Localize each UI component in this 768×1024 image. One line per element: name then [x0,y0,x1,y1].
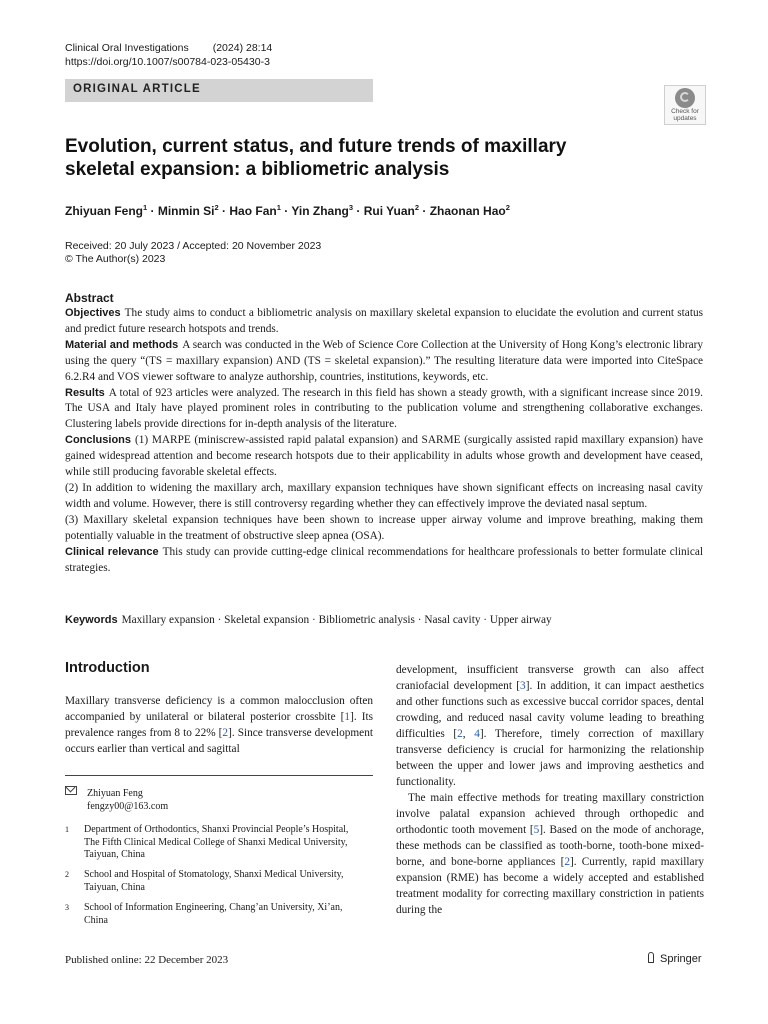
text-run: ]. Since transverse development occurs earlier than vertical and sagittal [65,727,373,755]
citation-link[interactable]: 3 [520,680,526,692]
correspondence-block [65,786,168,813]
keywords-text: Maxillary expansion · Skeletal expansion · Bibliometric analysis · Nasal cavity · Upper airway [121,614,552,626]
affiliation-text: Department of Orthodontics, Shanxi Provincial People’s Hospital, The Fifth Clinical Medical College of Shanxi Medical University, Taiyuan, China [84,824,349,860]
author-affiliation-mark: 2 [214,203,219,212]
author-name[interactable]: Yin Zhang [291,204,349,218]
envelope-icon [65,786,77,795]
published-date: Published online: 22 December 2023 [65,954,229,966]
affiliation-3 [65,902,365,927]
methods-text: A search was conducted in the Web of Science Core Collection at the University of Hong Kong’s electronic library using the query “(TS = maxillary expansion) AND (TS = skeletal expansion).” The resulting literature data were imported into CiteSpace 6.2.R4 and VOS viewer software to analyze authorship, countries, institutions, keywords, etc. [65,338,703,383]
conclusions-text-1: (1) MARPE (miniscrew-assisted rapid palatal expansion) and SARME (surgically assisted rapid maxillary expansion) have gained widespread attention and become research hotspots due to their applicability in adults whose growth and development have ceased, while still producing favorable skeletal effects. [65,434,703,479]
text-run: development, insufficient transverse growth can also affect craniofacial development [ [396,664,704,692]
affiliation-2 [65,869,365,894]
article-type-banner [65,79,373,102]
badge-line-2: updates [673,115,697,122]
abstract-methods [65,338,703,386]
affiliation-number: 3 [65,903,69,912]
article-dates [65,240,321,266]
text-run: The main effective methods for treating maxillary constriction involve palatal expansion achieved through orthopedic and orthodontic tooth movement [ [396,792,704,836]
intro-right-column [396,662,704,918]
text-run: ]. In addition, it can impact aesthetics and other functions such as excessive buccal corridor spaces, dental crowding, and reduced nasal cavity volume leading to breathing difficulties [ [396,680,704,740]
received-accepted-dates: Received: 20 July 2023 / Accepted: 20 November 2023 [65,240,322,252]
author-name[interactable]: Hao Fan [229,204,277,218]
text-run: ]. Currently, rapid maxillary expansion (RME) has become a widely accepted and established treatment modality for correcting maxillary constriction in patients during the [396,856,704,916]
badge-line-1: Check for [671,108,699,115]
conclusions-text-3: (3) Maxillary skeletal expansion techniques have been shown to increase upper airway volume and improve breathing, making them potentially valuable in the treatment of obstructive sleep apnea (OSA). [65,513,703,542]
citation-link[interactable]: 5 [533,824,540,836]
doi-link[interactable]: https://doi.org/10.1007/s00784-023-05430-3 [65,56,270,68]
relevance-text: This study can provide cutting-edge clinical recommendations for healthcare professionals to better formulate clinical strategies. [65,545,703,574]
author-affiliation-mark: 2 [505,203,510,212]
journal-volume: (2024) 28:14 [212,42,273,54]
conclusions-text-2: (2) In addition to widening the maxillary arch, maxillary expansion techniques have shown significant effects on increasing nasal cavity width and volume. However, there is still controversy regarding whether they can effectively improve the deviated nasal septum. [65,481,703,510]
corresponding-author: Zhiyuan Feng [87,788,143,799]
publisher-logo [647,952,702,965]
author-name[interactable]: Rui Yuan [363,204,415,218]
check-updates-icon [675,88,695,108]
copyright-notice: © The Author(s) 2023 [65,253,166,265]
corresponding-email[interactable]: fengzy00@163.com [87,801,169,812]
affiliation-number: 1 [65,825,69,834]
citation-link[interactable]: 4 [474,728,480,740]
author-affiliation-mark: 1 [143,203,148,212]
abstract-heading: Abstract [65,291,114,305]
objectives-text: The study aims to conduct a bibliometric analysis on maxillary skeletal expansion to elucidate the evolution and current status and predict future research hotspots and trends. [65,307,703,335]
author-name[interactable]: Minmin Si [157,204,215,218]
article-title: Evolution, current status, and future trends of maxillary skeletal expansion: a bibliometric analysis [65,136,567,180]
text-run: ]. Based on the mode of anchorage, these methods can be classified as tooth-borne, tooth-bone mixed-borne, and bone-borne appliances [ [396,824,704,868]
journal-citation [65,41,272,55]
citation-link[interactable]: 1 [344,711,351,723]
results-text: A total of 923 articles were analyzed. The research in this field has shown a steady growth, with a significant increase since 2019. The USA and Italy have played prominent roles in contributing to the publication volume and strengthening collaborative exchanges. Clustering labels provide directions for in-depth analysis of the literature. [65,386,703,431]
citation-link[interactable]: 2 [222,727,229,739]
author-affiliation-mark: 3 [348,203,354,212]
check-for-updates-badge[interactable] [664,85,706,125]
abstract-conclusions [65,433,703,481]
text-run: ]. Its prevalence ranges from 8 to 22% [ [65,711,373,739]
introduction-heading: Introduction [65,660,150,676]
methods-label: Material and methods [65,338,179,351]
citation-link[interactable]: 2 [564,856,571,868]
affiliation-text: School of Information Engineering, Chang’an University, Xi’an, China [84,902,343,926]
results-label: Results [65,386,105,399]
article-type-label: ORIGINAL ARTICLE [73,83,201,95]
springer-horse-icon [647,952,656,964]
abstract-results [65,386,703,434]
author-name[interactable]: Zhiyuan Feng [65,204,143,218]
objectives-label: Objectives [65,307,121,319]
author-name[interactable]: Zhaonan Hao [429,204,506,218]
footnote-divider [65,775,373,776]
conclusions-label: Conclusions [65,434,132,447]
text-run: Maxillary transverse deficiency is a common malocclusion often accompanied by unilateral or bilateral posterior crossbite [ [65,695,373,723]
affiliation-number: 2 [65,870,69,879]
affiliation-1 [65,824,365,862]
intro-paragraph-1 [65,693,373,757]
keywords-line [65,614,705,626]
affiliation-text: School and Hospital of Stomatology, Shanxi Medical University, Taiyuan, China [84,869,344,893]
intro-paragraph-1-cont: development, insufficient transverse growth can also affect craniofacial development [3]. In addition, it can impact aesthetics and other functions such as excessive buccal corridor spaces, dental crowding, and reduced nasal cavity volume leading to breathing difficulties [2, 4]. Therefore, timely correction of maxillary transverse deficiency is crucial for harmonizing the relationship between the upper and lower jaws and improving aesthetics and functionality. [396,664,704,788]
relevance-label: Clinical relevance [65,545,159,558]
journal-name: Clinical Oral Investigations [65,42,189,54]
intro-paragraph-2 [396,790,704,918]
author-affiliation-mark: 2 [414,203,420,212]
author-affiliation-mark: 1 [276,203,281,212]
publisher-name: Springer [660,953,702,965]
keywords-label: Keywords [65,614,118,626]
abstract-section [65,290,703,576]
text-run: ]. Therefore, timely correction of maxillary transverse deficiency is crucial for harmonizing the relationship between the upper and lower jaws and improving aesthetics and functionality. [396,728,704,788]
citation-link[interactable]: 2 [457,728,463,740]
abstract-relevance [65,545,703,577]
intro-left-column [65,693,373,757]
author-list: Zhiyuan Feng$^1$ · Minmin $Si^2$ · Hao Fan$^1$ · Yin Zhang$^3$ · Rui Yuan$^2$ · Zhaonan Hao$^2$ [65,203,510,218]
abstract-objectives [65,306,703,338]
